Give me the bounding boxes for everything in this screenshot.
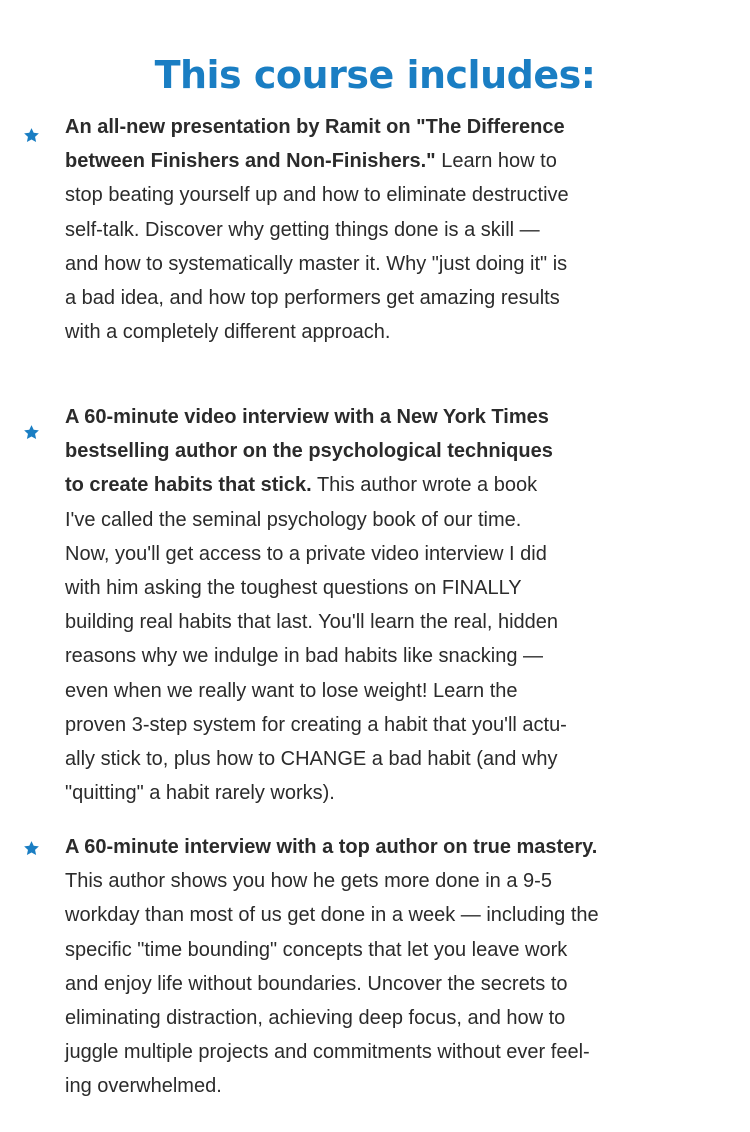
item-line: a bad idea, and how top performers get amazing results [65,287,560,309]
item-line: with him asking the toughest questions on FINALLY [65,577,522,599]
item-line: ally stick to, plus how to CHANGE a bad habit (and why [65,748,558,770]
item-line: to create habits that stick. This author wrote a book [65,474,538,497]
item-line: between Finishers and Non-Finishers." Learn how to [65,150,557,173]
item-line: bestselling author on the psychological techniques [65,440,553,463]
item-line: juggle multiple projects and commitments without ever feel- [65,1041,590,1064]
item-line: and how to systematically master it. Why "just doing it" is [65,252,568,275]
item-line: ing overwhelmed. [65,1075,222,1098]
item-line: with a completely different approach. [65,321,391,344]
item-line: workday than most of us get done in a week — including the [65,904,599,927]
item-line: An all-new presentation by Ramit on "The Difference [65,116,565,138]
item-line: even when we really want to lose weight! Learn the [65,679,518,702]
item-line: and enjoy life without boundaries. Uncover the secrets to [65,972,568,995]
page-title: This course includes: [154,53,596,98]
item-line: A 60-minute interview with a top author on true mastery. [65,836,598,858]
item-line: reasons why we indulge in bad habits like snacking — [65,645,544,668]
star-bullet-icon [23,424,40,441]
item-line: proven 3-step system for creating a habit that you'll actu- [65,713,567,736]
item-line: "quitting" a habit rarely works). [65,782,335,805]
star-bullet-icon [23,127,40,144]
star-bullet-icon [23,840,40,857]
item-line: Now, you'll get access to a private video interview I did [65,542,547,565]
item-line: eliminating distraction, achieving deep focus, and how to [65,1007,566,1029]
item-line: specific "time bounding" concepts that let you leave work [65,938,568,961]
item-line: building real habits that last. You'll learn the real, hidden [65,611,559,634]
item-line: self-talk. Discover why getting things done is a skill — [65,218,540,241]
item-line: This author shows you how he gets more done in a 9-5 [65,870,552,893]
item-line: A 60-minute video interview with a New York Times [65,406,549,428]
item-line: I've called the seminal psychology book of our time. [65,508,522,531]
item-line: stop beating yourself up and how to eliminate destructive [65,184,569,207]
